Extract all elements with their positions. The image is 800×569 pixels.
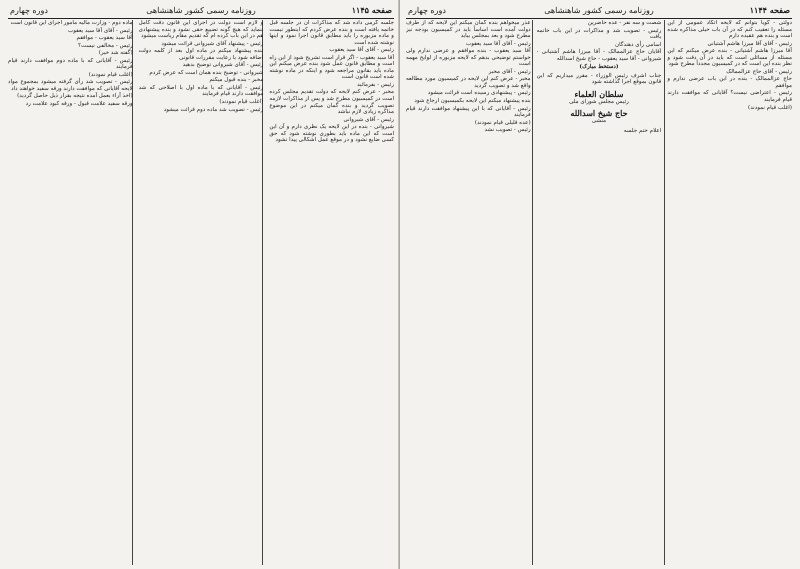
text-paragraph: رئیس - آقای مخبر xyxy=(488,68,531,75)
text-paragraph: مخبر - عرض کنم لایحه که دولت تقدیم مجلس کرده است در کمیسیون مطرح شد و پس از مذاکرات لازمه تصویب گردید و بنده گمان میکنم در این موضوع مذاکره زیادی لازم نباشد xyxy=(269,89,394,116)
text-paragraph: شصت و سه نفر - عده حاضرین xyxy=(587,20,662,26)
right-page-title: روزنامه رسمی کشور شاهنشاهی xyxy=(544,6,654,15)
text-paragraph: (عده قلیلی قیام نمودند) xyxy=(474,119,531,126)
text-paragraph: رئیس - آقایانی که با ماده اول با اصلاحی که شد موافقت دارند قیام فرمایند xyxy=(138,84,264,98)
left-page-term: دوره چهارم xyxy=(10,6,48,15)
text-paragraph: شیروانی - توضیح بنده همان است که عرض کردم xyxy=(149,69,264,76)
text-paragraph: ورقه سفید علامت قبول - ورقه کبود علامت رد xyxy=(25,101,133,108)
text-paragraph: بنده پیشنهاد میکنم این لایحه بکمیسیون ارجاع شود xyxy=(414,98,531,105)
text-paragraph: ماده دوم - وزارت مالیه مأمور اجرای این قانون است xyxy=(10,20,133,26)
left-column-1 xyxy=(269,20,394,565)
text-paragraph: (اغلب قیام نمودند) xyxy=(88,71,133,78)
text-paragraph: رئیس - تصویب شد ماده دوم قرائت میشود xyxy=(163,106,264,113)
right-page-header xyxy=(406,4,792,19)
text-paragraph: رئیس - آقای آقا سید یعقوب xyxy=(68,27,133,34)
text-paragraph: آقا سید یعقوب - اگر قرار است تشریح شود از این راه است و مطابق قانون عمل شود بنده عرض میکنم این ماده باید بقانون مراجعه شود و اینکه در ماده نوشته شده است قانون است xyxy=(269,54,394,81)
text-paragraph: رئیس - پیشنهاد آقای شیروانی قرائت میشود xyxy=(161,40,264,47)
signature-block xyxy=(537,108,662,125)
right-column-1 xyxy=(667,20,792,565)
text-paragraph: رئیس - آقای شیروانی توضیح بدهید xyxy=(182,62,264,69)
left-page-title: روزنامه رسمی کشور شاهنشاهی xyxy=(146,6,256,15)
text-paragraph: جلسه گرمی داده شد که مذاکرات آن در جلسه قبل خاتمه یافته است و بنده عرض کردم که اینطور نیست و ماده مزبوره را باید مطابق قانون اجرا نمود و اینها نوشته شده است xyxy=(269,20,394,46)
text-paragraph: (گفته شد خیر) xyxy=(98,50,133,57)
text-paragraph: شیروانی - بنده در این لایحه یک نظری دارم و آن این است که این ماده باید بطوری نوشته شود که حق کسی ضایع نشود و در موقع عمل اشکالی پیدا نشود xyxy=(269,124,394,144)
right-column-3 xyxy=(406,20,531,565)
text-paragraph: رئیس - بفرمائید xyxy=(357,81,394,88)
signature-block xyxy=(537,89,662,106)
text-paragraph: دولتی - گویا بتوانم که لایحه اتکاد عمومی از این مسئله را تعقیب کنم که در آن باب خیلی مذاکره شده است و بنده هم عقیده دارم xyxy=(667,20,792,40)
right-page-term: دوره چهارم xyxy=(408,6,446,15)
text-paragraph: رئیس - آقایانی که با این پیشنهاد موافقت دارند قیام فرمایند xyxy=(405,105,531,119)
text-paragraph: آقا سید یعقوب - بنده موافقم و عرضی ندارم ولی خواستم توضیحی بدهم که لایحه مزبوره از لوایح مهمه است xyxy=(405,48,531,68)
text-paragraph: رئیس - آقای آقا سید یعقوب xyxy=(466,40,531,47)
signature-name: حاج شیخ اسدالله xyxy=(570,108,628,119)
text-paragraph: رئیس - آقایانی که با ماده دوم موافقت دارند قیام فرمایند xyxy=(7,57,133,71)
left-column-3 xyxy=(8,20,133,565)
text-paragraph: رئیس - آقای آقا سید یعقوب xyxy=(329,47,394,54)
text-paragraph: جناب اشرف رئیس الوزراء - مقرر میداریم که این قانون بموقع اجرا گذاشته شود xyxy=(536,72,662,86)
right-page xyxy=(400,0,800,569)
text-paragraph: (اغلب قیام نمودند) xyxy=(748,104,792,111)
left-page-header xyxy=(8,4,394,19)
text-paragraph: رئیس - تصویب شد رأی گرفته میشود بمجموع مواد لایحه آقایانی که موافقت دارند ورقه سفید خواهند داد xyxy=(7,79,133,92)
text-paragraph: آقا سید یعقوب - موافقم xyxy=(76,35,133,42)
right-column-2 xyxy=(537,20,662,565)
text-paragraph: رئیس - آقای آقا میرزا هاشم آشتیانی xyxy=(707,40,792,47)
text-paragraph: اعلام ختم جلسه xyxy=(623,128,662,135)
right-page-columns xyxy=(406,20,792,565)
signature-title: رئیس مجلس شورای ملی xyxy=(569,98,629,105)
text-paragraph: رئیس - آقای شیروانی xyxy=(343,116,394,123)
text-paragraph: اسامی رأی دهندگان xyxy=(614,41,662,48)
text-paragraph: حاج عزالممالک - بنده در این باب عرضی ندارم و موافقم xyxy=(667,76,792,89)
right-page-number: صفحه ۱۱۴۴ xyxy=(749,5,790,15)
text-paragraph: و لازم است دولت در اجرای این قانون دقت کامل بنماید که هیچ گونه تضییع حقی نشود و بنده پیشنهادی هم در این باب کرده ام که تقدیم مقام ریاست میشود xyxy=(138,20,264,40)
text-paragraph: عذر میخواهم بنده گمان میکنم این لایحه که از طرف دولت آمده است اساساً باید در کمیسیون بودجه نیز مطرح شود و بعد بمجلس بیاید xyxy=(405,20,531,40)
text-paragraph: رئیس - آقای حاج عزالممالک xyxy=(726,68,792,75)
signature-name: سلطان العلماء xyxy=(574,88,624,99)
text-paragraph: رئیس - پیشنهادی رسیده است قرائت میشود xyxy=(427,90,531,97)
text-paragraph: مخبر - بنده قبول میکنم xyxy=(209,77,264,84)
text-paragraph: مخبر - عرض کنم این لایحه در کمیسیون مورد مطالعه واقع شد و تصویب گردید xyxy=(405,76,531,89)
text-paragraph: رئیس - تصویب شد و مذاکرات در این باب خاتمه یافت xyxy=(536,27,662,41)
text-paragraph: (اخذ آراء بعمل آمده نتیجه بقرار ذیل حاصل گردید) xyxy=(17,93,133,100)
left-page-number: صفحه ۱۱۴۵ xyxy=(351,5,392,15)
left-page-columns xyxy=(8,20,394,565)
text-paragraph: رئیس - تصویب نشد xyxy=(484,127,531,134)
text-paragraph: رئیس - مخالفی نیست؟ xyxy=(78,42,133,49)
text-paragraph: رئیس - اعتراضی نیست؟ آقایانی که موافقت دارند قیام فرمایند xyxy=(667,90,792,104)
text-paragraph: آقا میرزا هاشم آشتیانی - بنده عرض میکنم که این مسئله از مسائلی است که باید در آن دقت شود و نظر بنده این است که در کمیسیون مجدداً مطرح شود xyxy=(667,48,792,68)
signature-title: منشی xyxy=(591,118,607,125)
text-paragraph: بنده پیشنهاد میکنم در ماده اول بعد از کلمه دولت اضافه شود با رعایت مقررات قانونی xyxy=(138,48,264,61)
text-paragraph: (اغلب قیام نمودند) xyxy=(219,99,264,106)
text-paragraph: آقایان حاج عزالممالک - آقا میرزا هاشم آشتیانی - شیروانی - آقا سید یعقوب - حاج شیخ اسدالله xyxy=(536,49,662,62)
centered-heading: (دستخط مبارک) xyxy=(579,64,619,71)
left-column-2 xyxy=(139,20,264,565)
